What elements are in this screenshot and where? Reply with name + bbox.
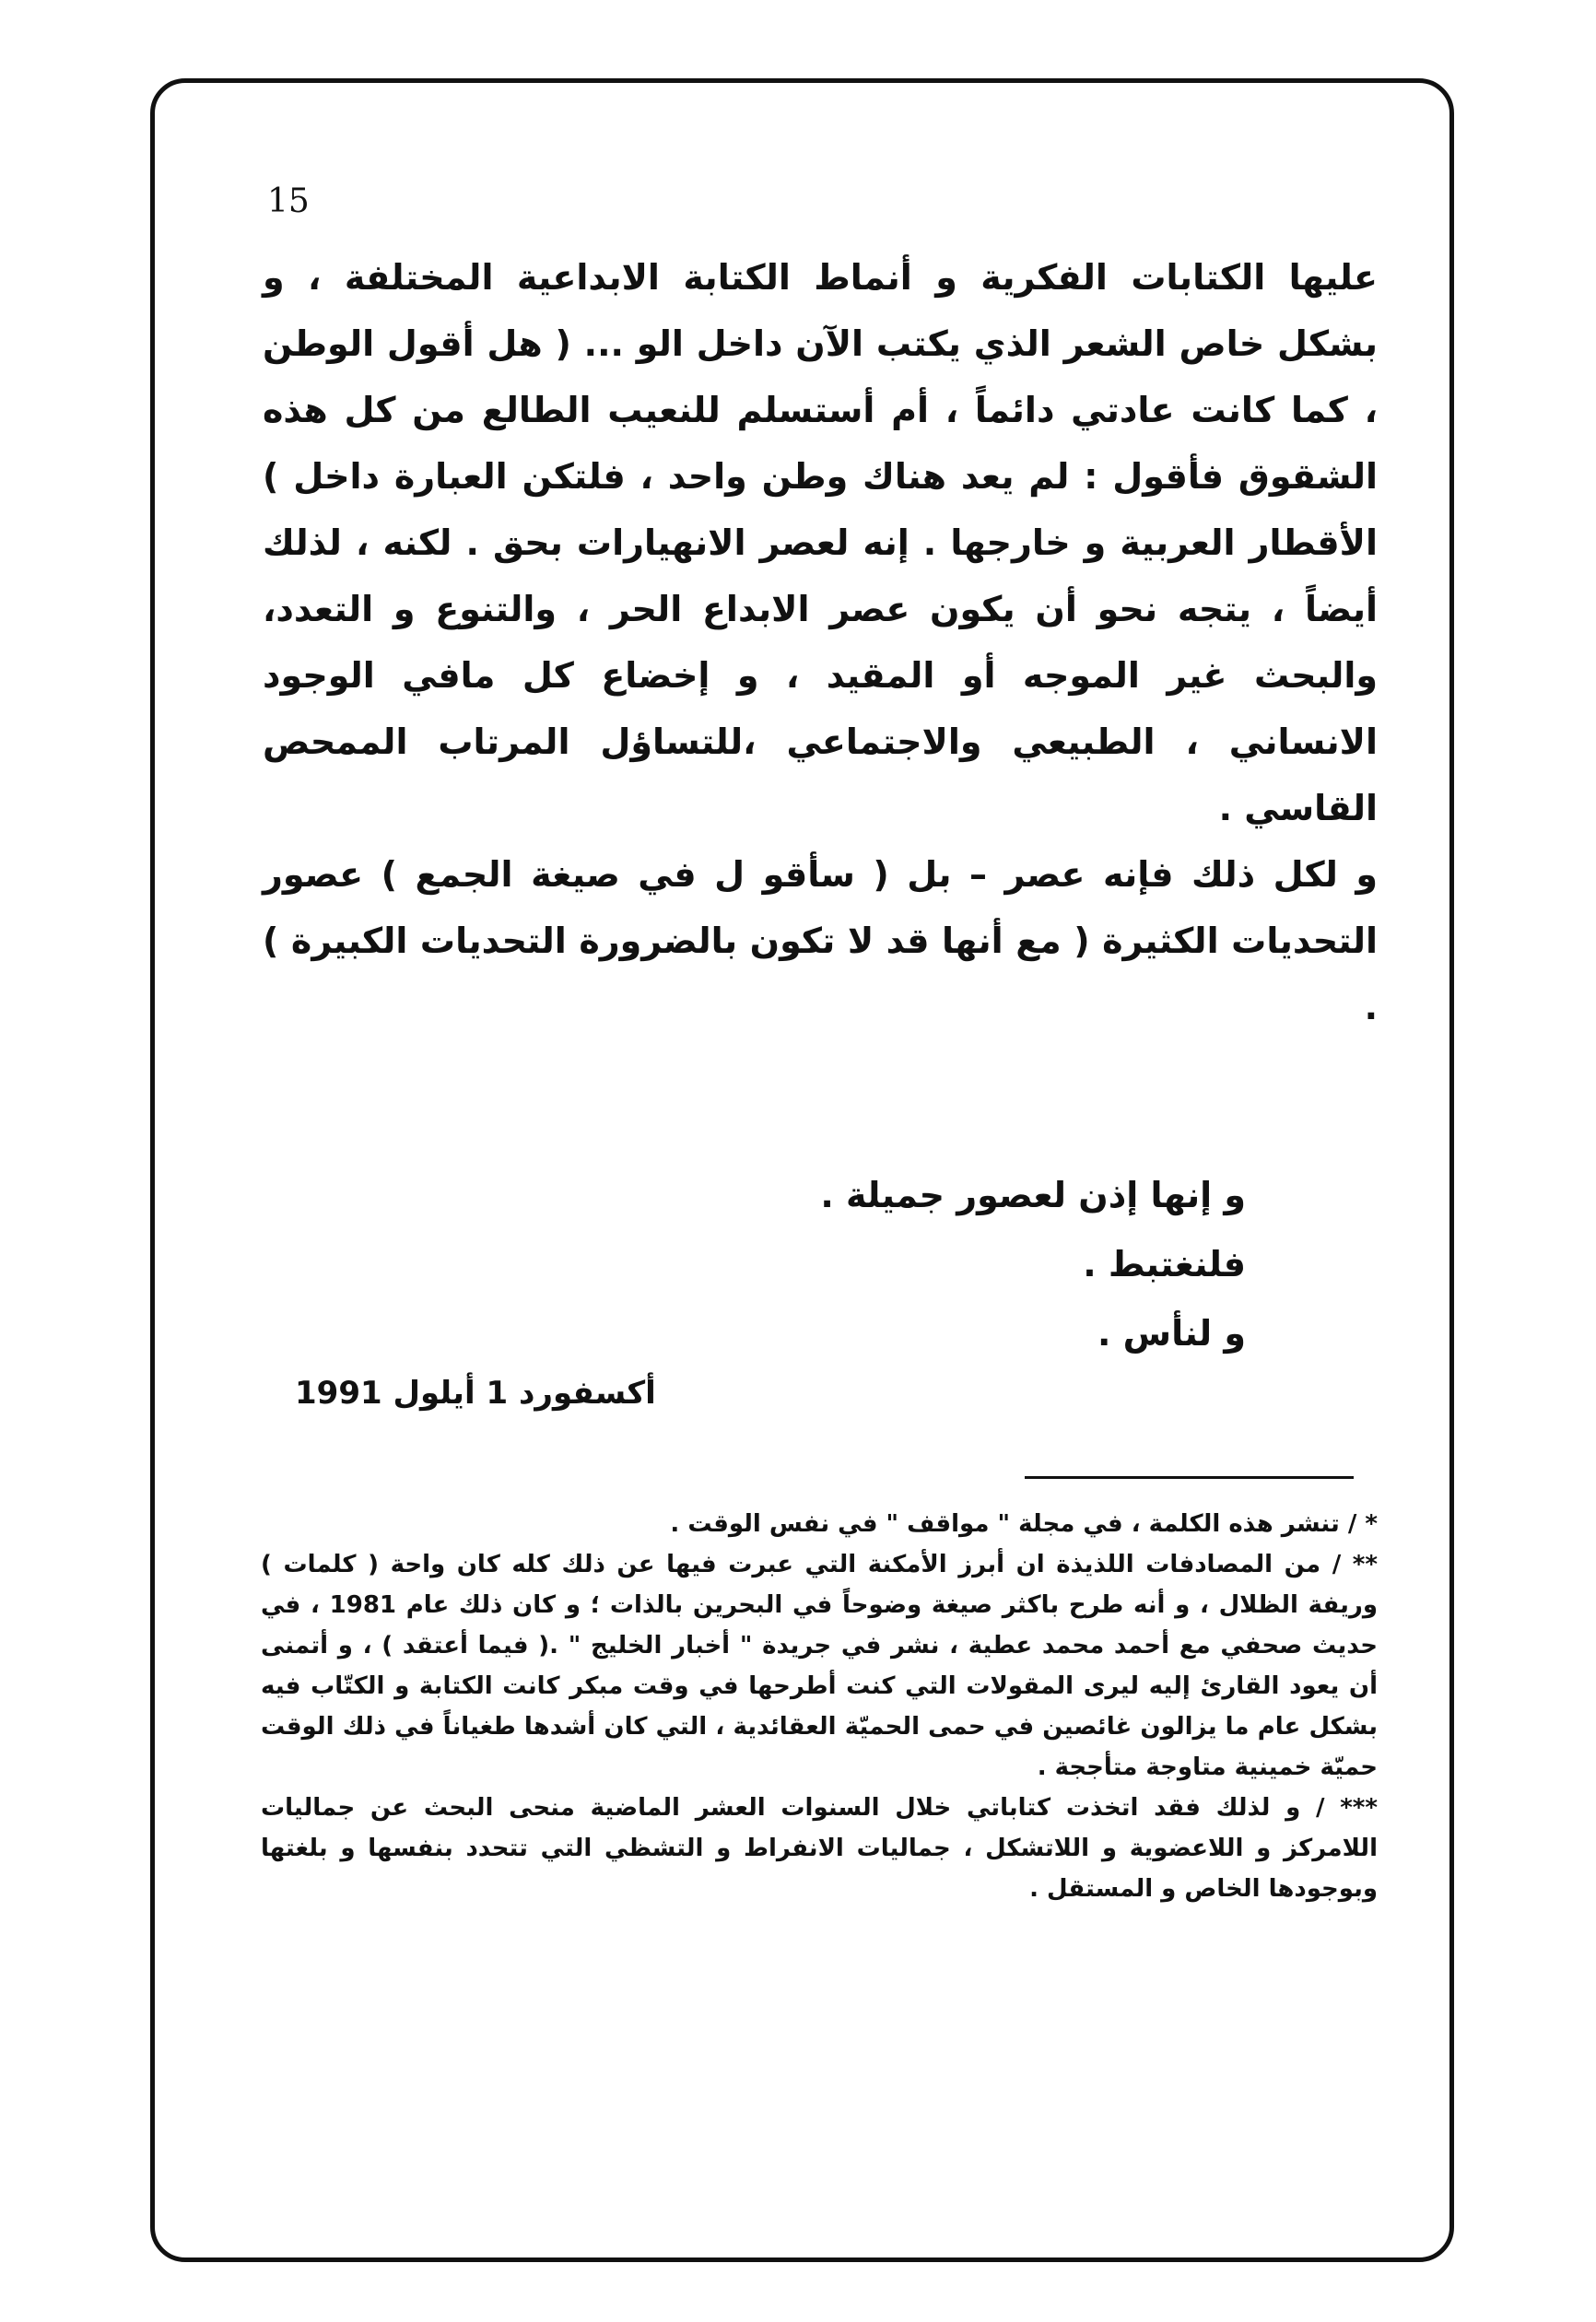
- page-number: 15: [267, 182, 310, 220]
- closing-line-2: فلنغتبط .: [1083, 1244, 1246, 1284]
- footnote-2: ** / من المصادفات اللذيذة ان أبرز الأمكنة التي عبرت فيها عن ذلك كله كان واحة ( كلمات ) وريفة الظلال ، و أنه طرح باكثر صيغة وضوحاً في البحرين بالذات ؛ و كان ذلك عام 1981 ، في حديث صحفي مع أحمد محمد عطية ، نشر في جريدة " أخبار الخليج " .( فيما أعتقد ) ، و أتمنى أن يعود القارئ إليه ليرى المقولات التي كنت أطرحها في وقت مبكر كانت الكتابة و الكتّاب فيه بشكل عام ما يزالون غائصين في حمى الحميّة العقائدية ، التي كان أشدها طغياناً في ذلك الوقت حميّة خمينية متاوجة متأججة .: [261, 1551, 1378, 1781]
- closing-line-1: و إنها إذن لعصور جميلة .: [820, 1175, 1246, 1215]
- footnote-3: *** / و لذلك فقد اتخذت كتاباتي خلال السنوات العشر الماضية منحى البحث عن جماليات اللامركز و اللاعضوية و اللاتشكل ، جماليات الانفراط و التشظي التي تتحدد بنفسها و بلغتها وبوجودها الخاص و المستقل .: [261, 1794, 1378, 1903]
- body-paragraph-1: عليها الكتابات الفكرية و أنماط الكتابة الابداعية المختلفة ، و بشكل خاص الشعر الذي يكتب الآن داخل الو ... ( هل أقول الوطن ، كما كانت عادتي دائماً ، أم أستسلم للنعيب الطالع من كل هذه الشقوق فأقول : لم يعد هناك وطن واحد ، فلتكن العبارة داخل ) الأقطار العربية و خارجها . إنه لعصر الانهيارات بحق . لكنه ، لذلك أيضاً ، يتجه نحو أن يكون عصر الابداع الحر ، والتنوع و التعدد، والبحث غير الموجه أو المقيد ، و إخضاع كل مافي الوجود الانساني ، الطبيعي والاجتماعي ،للتساؤل المرتاب الممحص القاسي .: [263, 257, 1378, 828]
- footnote-1: * / تنشر هذه الكلمة ، في مجلة " مواقف " في نفس الوقت .: [670, 1510, 1378, 1538]
- footnotes-section: [261, 1504, 1378, 1909]
- place-date-signature: أكسفورد 1 أيلول 1991: [295, 1375, 656, 1412]
- main-body-text: [263, 244, 1378, 1040]
- closing-line-3: و لنأس .: [1097, 1313, 1246, 1354]
- body-paragraph-2: و لكل ذلك فإنه عصر – بل ( سأقو ل في صيغة الجمع ) عصور التحديات الكثيرة ( مع أنها قد لا تكون بالضرورة التحديات الكبيرة ) .: [263, 854, 1378, 1027]
- closing-lines: [820, 1161, 1246, 1368]
- footnote-divider: [1025, 1476, 1354, 1479]
